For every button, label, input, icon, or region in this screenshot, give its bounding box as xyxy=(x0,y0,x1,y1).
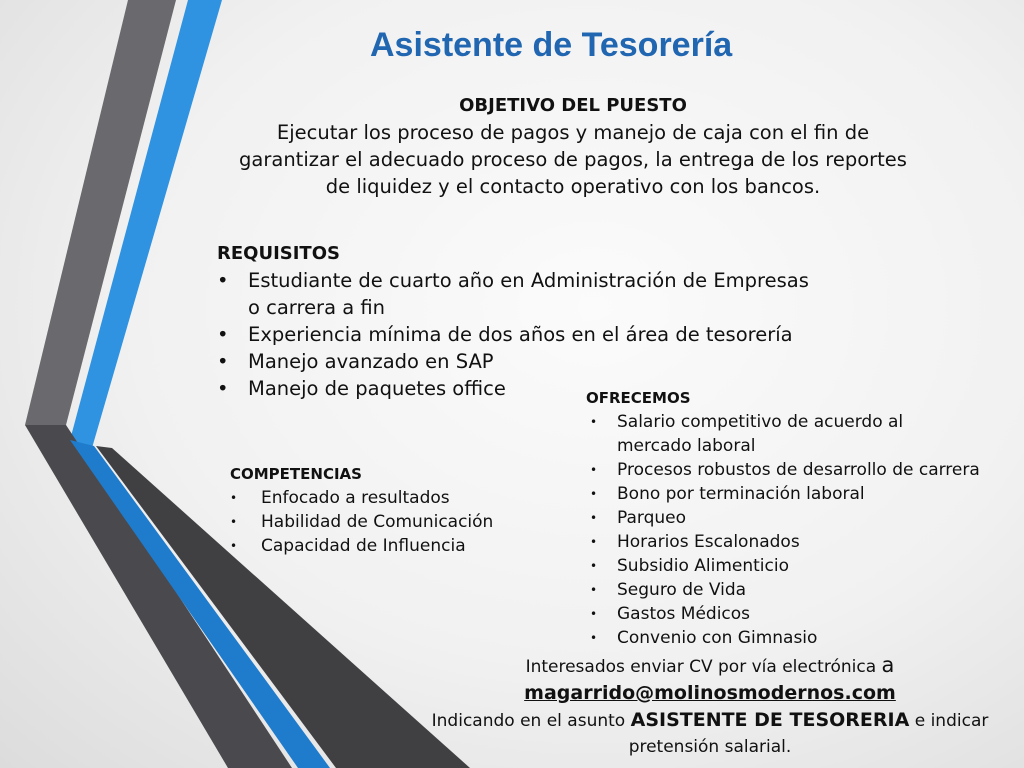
list-item: • Salario competitivo de acuerdo al xyxy=(586,410,1022,434)
objective-heading: OBJETIVO DEL PUESTO xyxy=(459,95,687,116)
offer-list xyxy=(586,410,1022,650)
list-item: • Horarios Escalonados xyxy=(586,530,1022,554)
contact-section xyxy=(408,652,1012,760)
list-item: • Capacidad de Influencia xyxy=(230,534,493,558)
offer-heading: OFRECEMOS xyxy=(586,389,691,407)
contact-line-4: pretensión salarial. xyxy=(628,737,792,757)
objective-section xyxy=(228,92,918,200)
list-item: • Manejo avanzado en SAP xyxy=(217,348,809,375)
list-item-continuation: mercado laboral xyxy=(617,436,756,456)
requirements-list xyxy=(217,267,809,402)
competencies-list xyxy=(230,486,493,558)
page-title: Asistente de Tesorería xyxy=(370,26,733,64)
subject-instruction: Indicando en el asunto xyxy=(431,711,626,731)
list-item: • Habilidad de Comunicación xyxy=(230,510,493,534)
offer-section xyxy=(586,386,1022,650)
list-item: • Gastos Médicos xyxy=(586,602,1022,626)
contact-instruction-end: a xyxy=(881,653,895,677)
contact-email-link[interactable]: magarrido@molinosmodernos.com xyxy=(524,682,896,704)
subject-keyword: ASISTENTE DE TESORERIA xyxy=(630,709,910,731)
list-item: • Bono por terminación laboral xyxy=(586,482,1022,506)
list-item: • Convenio con Gimnasio xyxy=(586,626,1022,650)
list-item: • Procesos robustos de desarrollo de carrera xyxy=(586,458,1022,482)
contact-line-1 xyxy=(408,652,1012,680)
subject-instruction-end: e indicar xyxy=(914,711,989,731)
competencies-heading: COMPETENCIAS xyxy=(230,465,362,483)
list-item: • Estudiante de cuarto año en Administración de Empresas xyxy=(217,267,809,294)
requirements-section xyxy=(217,240,809,402)
contact-instruction: Interesados enviar CV por vía electrónica xyxy=(525,657,877,677)
list-item: • Enfocado a resultados xyxy=(230,486,493,510)
competencies-section xyxy=(230,462,493,558)
list-item: • Experiencia mínima de dos años en el área de tesorería xyxy=(217,321,809,348)
list-item: • Manejo de paquetes office xyxy=(217,375,809,402)
objective-text: Ejecutar los proceso de pagos y manejo de caja con el fin de garantizar el adecuado proceso de pagos, la entrega de los reportes de liquidez y el contacto operativo con los bancos. xyxy=(239,121,907,198)
contact-line-3 xyxy=(408,707,1012,734)
list-item-continuation: o carrera a fin xyxy=(248,296,386,319)
list-item: • Parqueo xyxy=(586,506,1022,530)
list-item: • Seguro de Vida xyxy=(586,578,1022,602)
requirements-heading: REQUISITOS xyxy=(217,243,340,264)
list-item: • Subsidio Alimenticio xyxy=(586,554,1022,578)
